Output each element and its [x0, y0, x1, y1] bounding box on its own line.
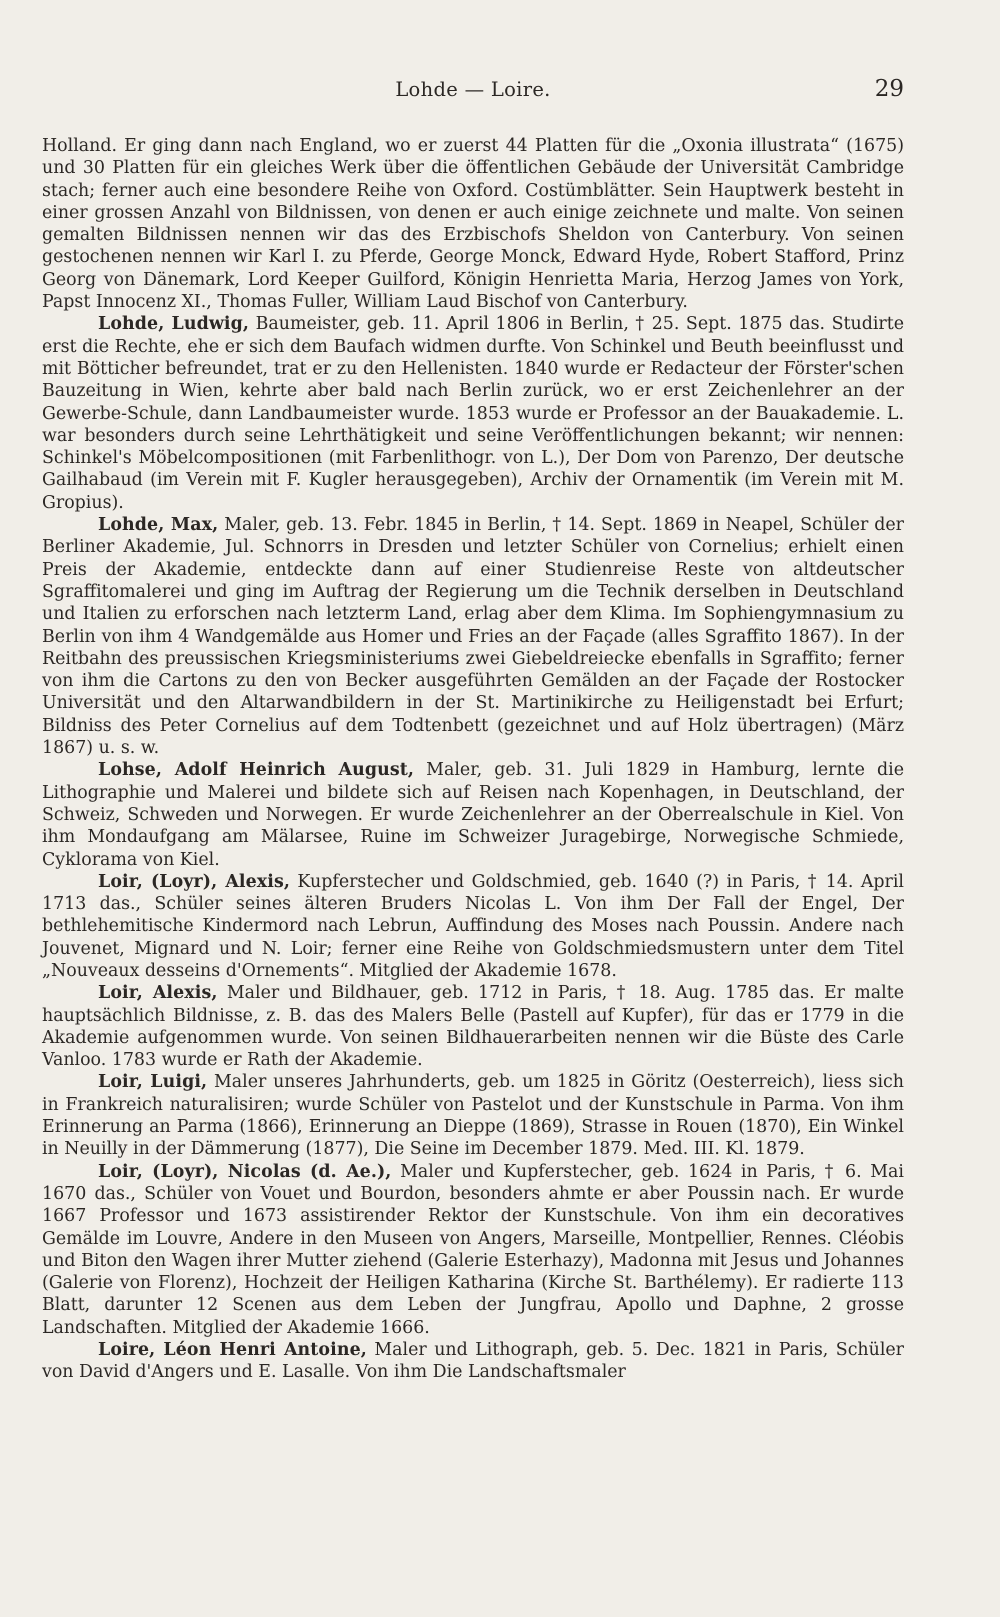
- entry-loir-nicolas: [42, 1161, 904, 1339]
- body-text: [42, 135, 904, 1384]
- entry-lohse-adolf: [42, 759, 904, 870]
- entry-loire-leon: [42, 1339, 904, 1384]
- entry-loir-alexis-kupferstecher: [42, 871, 904, 982]
- entry-lohde-ludwig: [42, 313, 904, 514]
- entry-text: Baumeister, geb. 11. April 1806 in Berlin, † 25. Sept. 1875 das. Studirte erst die Rechte, ehe er sich dem Baufach widmen durfte. Von Schinkel und Beuth beeinflusst und mit Bötticher befreundet, trat er zu den Hellenisten. 1840 wurde er Redacteur der Förster'schen Bauzeitung in Wien, kehrte aber bald nach Berlin zurück, wo er erst Zeichenlehrer an der Gewerbe-Schule, dann Landbaumeister wurde. 1853 wurde er Professor an der Bauakademie. L. war besonders durch seine Lehrthätigkeit und seine Veröffentlichungen bekannt; wir nennen: Schinkel's Möbelcompositionen (mit Farbenlithogr. von L.), Der Dom von Parenzo, Der deutsche Gailhabaud (im Verein mit F. Kugler herausgegeben), Archiv der Ornamentik (im Verein mit M. Gropius).: [42, 314, 905, 513]
- entry-text: Kupferstecher und Goldschmied, geb. 1640 (?) in Paris, † 14. April 1713 das., Schüler seines älteren Bruders Nicolas L. Von ihm Der Fall der Engel, Der bethlehemitische Kindermord nach Lebrun, Auffindung des Moses nach Poussin. Andere nach Jouvenet, Mignard und N. Loir; ferner eine Reihe von Goldschmiedsmustern unter dem Titel „Nouveaux desseins d'Ornements“. Mitglied der Akademie 1678.: [42, 871, 904, 981]
- entry-text: Maler, geb. 13. Febr. 1845 in Berlin, † 14. Sept. 1869 in Neapel, Schüler der Berliner Akademie, Jul. Schnorrs in Dresden und letzter Schüler von Cornelius; erhielt einen Preis der Akademie, entdeckte dann auf einer Studienreise Reste von altdeutscher Sgraffitomalerei und ging im Auftrag der Regierung um die Technik derselben in Deutschland und Italien zu erforschen nach letzterm Land, erlag aber dem Klima. Im Sophiengymnasium zu Berlin von ihm 4 Wandgemälde aus Homer und Fries an der Façade (alles Sgraffito 1867). In der Reitbahn des preussischen Kriegsministeriums zwei Giebeldreiecke ebenfalls in Sgraffito; ferner von ihm die Cartons zu den von Becker ausgeführten Gemälden an der Façade der Rostocker Universität und den Altarwandbildern in der St. Martinikirche zu Heiligenstadt bei Erfurt; Bildniss des Peter Cornelius auf dem Todtenbett (gezeichnet und auf Holz übertragen) (März 1867) u. s. w.: [42, 515, 904, 759]
- entry-lohde-max: [42, 514, 904, 759]
- entry-loir-luigi: [42, 1071, 904, 1160]
- entry-text: Maler unseres Jahrhunderts, geb. um 1825 in Göritz (Oesterreich), liess sich in Frankreich naturalisiren; wurde Schüler von Pastelot und der Kunstschule in Parma. Von ihm Erinnerung an Parma (1866), Erinnerung an Dieppe (1869), Strasse in Rouen (1870), Ein Winkel in Neuilly in der Dämmerung (1877), Die Seine im December 1879. Med. III. Kl. 1879.: [42, 1072, 904, 1160]
- entry-text: Maler und Lithograph, geb. 5. Dec. 1821 in Paris, Schüler von David d'Angers und E. Lasalle. Von ihm Die Landschaftsmaler: [42, 1340, 904, 1383]
- entry-name: Lohde, Ludwig,: [98, 314, 250, 335]
- page-number: 29: [874, 76, 904, 102]
- entry-name: Loir, (Loyr), Alexis,: [98, 871, 290, 892]
- entry-name: Lohde, Max,: [98, 515, 219, 536]
- entry-text: Maler und Kupferstecher, geb. 1624 in Paris, † 6. Mai 1670 das., Schüler von Vouet und Bourdon, besonders ahmte er aber Poussin nach. Er wurde 1667 Professor und 1673 assistirender Rektor der Kunstschule. Von ihm ein decoratives Gemälde im Louvre, Andere in den Museen von Angers, Marseille, Montpellier, Rennes. Cléobis und Biton den Wagen ihrer Mutter ziehend (Galerie Esterhazy), Madonna mit Jesus und Johannes (Galerie von Florenz), Hochzeit der Heiligen Katharina (Kirche St. Barthélemy). Er radierte 113 Blatt, darunter 12 Scenen aus dem Leben der Jungfrau, Apollo und Daphne, 2 grosse Landschaften. Mitglied der Akademie 1666.: [42, 1161, 904, 1338]
- entry-name: Loir, Alexis,: [98, 983, 218, 1004]
- entry-text: Maler und Bildhauer, geb. 1712 in Paris, † 18. Aug. 1785 das. Er malte hauptsächlich Bildnisse, z. B. das des Malers Belle (Pastell auf Kupfer), für das er 1779 in die Akademie aufgenommen wurde. Von seinen Bildhauerarbeiten nennen wir die Büste des Carle Vanloo. 1783 wurde er Rath der Akademie.: [42, 983, 904, 1071]
- entry-name: Loir, (Loyr), Nicolas (d. Ae.),: [98, 1161, 392, 1182]
- intro-paragraph: Holland. Er ging dann nach England, wo er zuerst 44 Platten für die „Oxonia illustrata“ (1675) und 30 Platten für ein gleiches Werk über die öffentlichen Gebäude der Universität Cambridge stach; ferner auch eine besondere Reihe von Oxford. Costümblätter. Sein Hauptwerk besteht in einer grossen Anzahl von Bildnissen, von denen er auch einige zeichnete und malte. Von seinen gemalten Bildnissen nennen wir das des Erzbischofs Sheldon von Canterbury. Von seinen gestochenen nennen wir Karl I. zu Pferde, George Monck, Edward Hyde, Robert Stafford, Prinz Georg von Dänemark, Lord Keeper Guilford, Königin Henrietta Maria, Herzog James von York, Papst Innocenz XI., Thomas Fuller, William Laud Bischof von Canterbury.: [42, 136, 904, 313]
- entry-name: Loir, Luigi,: [98, 1072, 208, 1093]
- entry-loir-alexis-maler: [42, 982, 904, 1071]
- running-title: Lohde — Loire.: [395, 78, 551, 101]
- entry-name: Lohse, Adolf Heinrich August,: [98, 760, 415, 781]
- entry-name: Loire, Léon Henri Antoine,: [98, 1340, 367, 1361]
- entry-text: Maler, geb. 31. Juli 1829 in Hamburg, lernte die Lithographie und Malerei und bildete sich auf Reisen nach Kopenhagen, in Deutschland, der Schweiz, Schweden und Norwegen. Er wurde Zeichenlehrer an der Oberrealschule in Kiel. Von ihm Mondaufgang am Mälarsee, Ruine im Schweizer Juragebirge, Norwegische Schmiede, Cyklorama von Kiel.: [42, 760, 904, 870]
- page-header: [42, 78, 904, 108]
